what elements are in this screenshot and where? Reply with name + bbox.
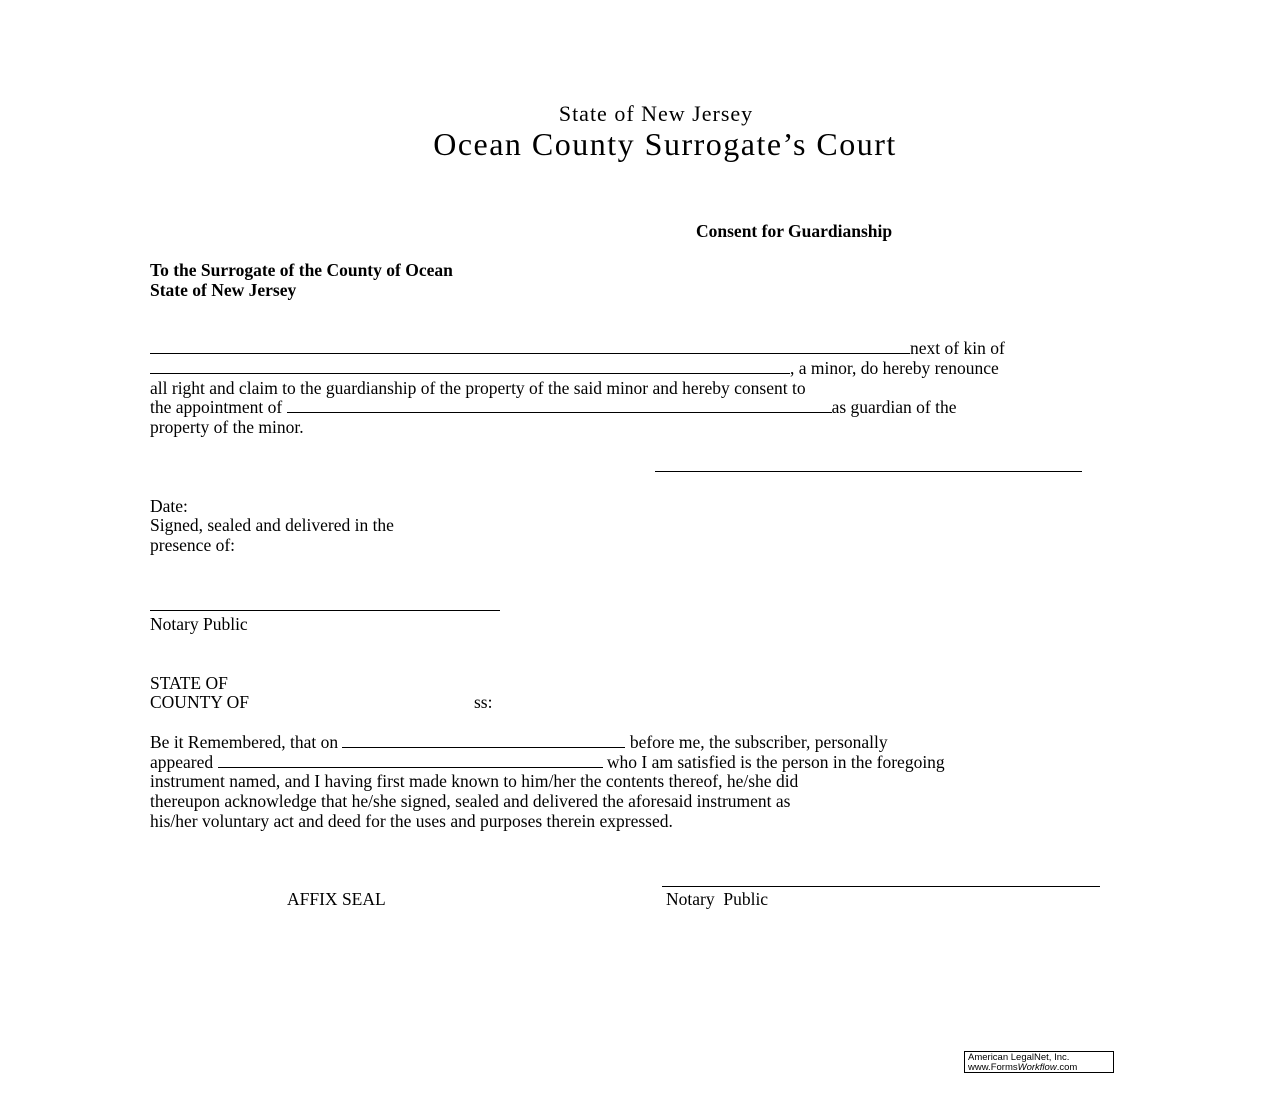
ack-line-5: his/her voluntary act and deed for the uses and purposes therein expressed. (150, 811, 673, 831)
form-title: Consent for Guardianship (696, 221, 893, 241)
notary-public-label-2: Notary Public (666, 889, 769, 909)
county-of-label: COUNTY OF (150, 692, 250, 712)
guardian-name-blank[interactable] (287, 397, 832, 413)
ss-label: ss: (474, 692, 493, 712)
ack-date-blank[interactable] (342, 732, 625, 748)
body-text: as guardian of the (831, 397, 957, 417)
body-text: the appointment of (150, 397, 287, 417)
body-line-5: property of the minor. (150, 417, 304, 437)
logo-text: .com (1056, 1062, 1078, 1073)
addressee-line-2: State of New Jersey (150, 280, 297, 300)
ack-text: before me, the subscriber, personally (625, 732, 888, 752)
ack-line-2 (150, 752, 945, 772)
body-line-2 (150, 358, 999, 378)
state-heading: State of New Jersey (558, 101, 754, 126)
ack-line-4: thereupon acknowledge that he/she signed, sealed and delivered the aforesaid instrument as (150, 791, 791, 811)
logo-text: Workflow (1017, 1062, 1057, 1073)
logo-text: www.Forms (968, 1062, 1018, 1073)
body-line-4 (150, 397, 956, 417)
notary-signature-line-2[interactable] (662, 886, 1100, 887)
appeared-name-blank[interactable] (218, 752, 603, 768)
witness-line-2: presence of: (150, 535, 236, 555)
body-line-1 (150, 338, 1005, 358)
body-text: next of kin of (910, 338, 1005, 358)
ack-text: appeared (150, 752, 218, 772)
ack-line-3: instrument named, and I having first made known to him/her the contents thereof, he/she did (150, 771, 799, 791)
body-text: , a minor, do hereby renounce (790, 358, 999, 378)
signature-line[interactable] (655, 471, 1082, 472)
notary-signature-line[interactable] (150, 610, 500, 611)
date-label: Date: (150, 496, 188, 516)
body-line-3: all right and claim to the guardianship of the property of the said minor and hereby consent to (150, 378, 806, 398)
american-legalnet-logo (964, 1051, 1114, 1073)
logo-line-1: American LegalNet, Inc. (968, 1052, 1070, 1063)
ack-line-1 (150, 732, 888, 752)
state-of-label: STATE OF (150, 673, 228, 693)
ack-text: Be it Remembered, that on (150, 732, 343, 752)
witness-line-1: Signed, sealed and delivered in the (150, 515, 394, 535)
ack-text: who I am satisfied is the person in the foregoing (602, 752, 945, 772)
minor-name-blank[interactable] (150, 358, 790, 374)
addressee-line-1: To the Surrogate of the County of Ocean (150, 260, 453, 280)
notary-public-label: Notary Public (150, 614, 248, 634)
logo-line-2 (968, 1063, 1113, 1073)
affix-seal-label: AFFIX SEAL (287, 889, 386, 909)
court-heading: Ocean County Surrogate’s Court (433, 126, 897, 162)
next-of-kin-name-blank[interactable] (150, 338, 910, 354)
